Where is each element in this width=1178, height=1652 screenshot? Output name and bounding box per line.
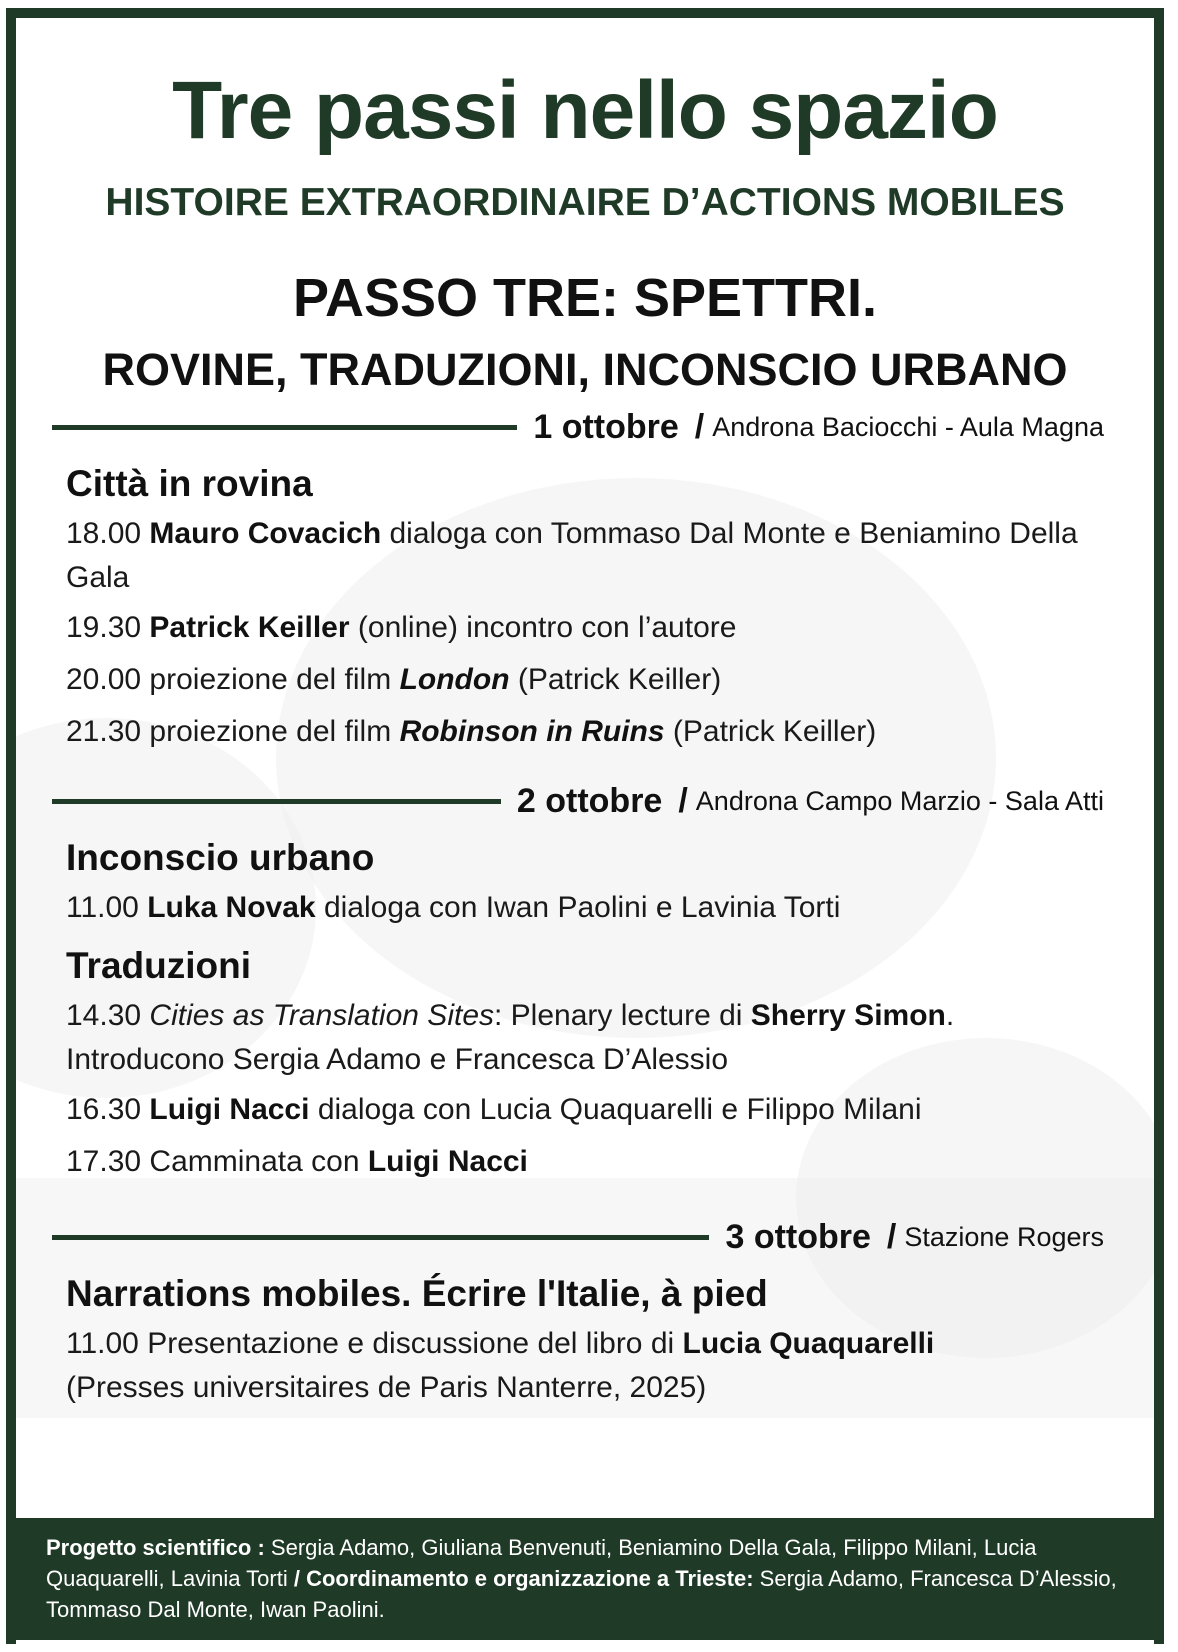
program-entry [66,1088,1106,1132]
entry-time: 19.30 [66,611,142,644]
footer-label: Progetto scientifico : [46,1535,265,1560]
day-date: 3 ottobre [725,1217,871,1256]
day-place: Androna Baciocchi - Aula Magna [712,411,1104,442]
entry-speaker: Luigi Nacci [149,1093,310,1126]
section-title: Città in rovina [66,463,313,504]
day-date: 1 ottobre [533,407,679,446]
entry-text: proiezione del film [149,663,392,696]
entry-text: (online) incontro con l’autore [357,611,737,644]
day-header-2 [52,778,1104,824]
day-header-1 [52,404,1104,450]
program-entry [66,886,1106,930]
day-separator: / [694,407,705,446]
section-title: Inconscio urbano [66,837,375,878]
divider-line [52,799,501,804]
entry-speaker: Lucia Quaquarelli [682,1327,935,1360]
background-texture [796,1038,1164,1358]
program-entry [66,710,1106,754]
day-header-3 [52,1214,1104,1260]
entry-speaker: Sherry Simon [750,999,946,1032]
film-title: Robinson in Ruins [399,715,665,748]
entry-speaker: Mauro Covacich [149,517,382,550]
entry-punct: . [945,999,955,1032]
day-place: Stazione Rogers [904,1221,1104,1252]
program-entry [66,1322,1106,1410]
day-date: 2 ottobre [516,781,663,820]
footer-text: Sergia Adamo, Francesca D’Alessio, Tommaso Dal Monte, Iwan Paolini. [46,1566,1117,1622]
day-separator: / [886,1217,897,1256]
entry-time: 11.00 [66,891,139,924]
film-title: London [399,663,510,696]
entry-time: 20.00 [66,663,142,696]
entry-text: (Patrick Keiller) [517,663,722,696]
entry-text: dialoga con Lucia Quaquarelli e Filippo Milani [317,1093,922,1126]
footer-label: Coordinamento e organizzazione a Trieste: [306,1566,754,1591]
credits-footer [16,1518,1154,1640]
program-entry [66,1140,1106,1184]
entry-text: proiezione del film [149,715,392,748]
entry-time: 18.00 [66,517,142,550]
section-title: Traduzioni [66,945,251,986]
poster-frame [6,8,1164,1644]
entry-speaker: Luka Novak [147,891,316,924]
footer-separator: / [293,1566,300,1591]
entry-text: dialoga con Iwan Paolini e Lavinia Torti [323,891,841,924]
entry-time: 21.30 [66,715,142,748]
program-entry [66,606,1106,650]
event-subheading: ROVINE, TRADUZIONI, INCONSCIO URBANO [102,344,1068,395]
entry-text: (Presses universitaires de Paris Nanterre, 2025) [66,1371,707,1404]
section-title: Narrations mobiles. Écrire l'Italie, à pied [66,1273,768,1314]
lecture-title: Cities as Translation Sites [149,999,494,1032]
page-title: Tre passi nello spazio [172,65,998,156]
page-subtitle: HISTOIRE EXTRAORDINAIRE D’ACTIONS MOBILES [105,181,1065,224]
entry-speaker: Luigi Nacci [367,1145,528,1178]
entry-speaker: Patrick Keiller [149,611,350,644]
divider-line [52,1235,709,1240]
footer-text: Sergia Adamo, Giuliana Benvenuti, Beniamino Della Gala, Filippo Milani, Lucia Quaquarelli, Lavinia Torti [46,1535,1037,1591]
entry-time: 14.30 [66,999,142,1032]
day-separator: / [678,781,688,820]
event-heading: PASSO TRE: SPETTRI. [292,268,878,328]
program-entry [66,994,1106,1082]
entry-text: Introducono Sergia Adamo e Francesca D’Alessio [66,1043,729,1076]
program-entry [66,512,1106,600]
divider-line [52,425,517,430]
entry-text: (Patrick Keiller) [672,715,877,748]
entry-text: Presentazione e discussione del libro di [147,1327,675,1360]
program-entry [66,658,1106,702]
day-place: Androna Campo Marzio - Sala Atti [695,785,1104,816]
entry-text: dialoga con Tommaso Dal Monte e Beniamino Della Gala [66,517,1078,594]
entry-time: 16.30 [66,1093,142,1126]
entry-text: : Plenary lecture di [494,999,743,1032]
entry-time: 17.30 [66,1145,142,1178]
entry-text: Camminata con [149,1145,360,1178]
entry-time: 11.00 [66,1327,139,1360]
